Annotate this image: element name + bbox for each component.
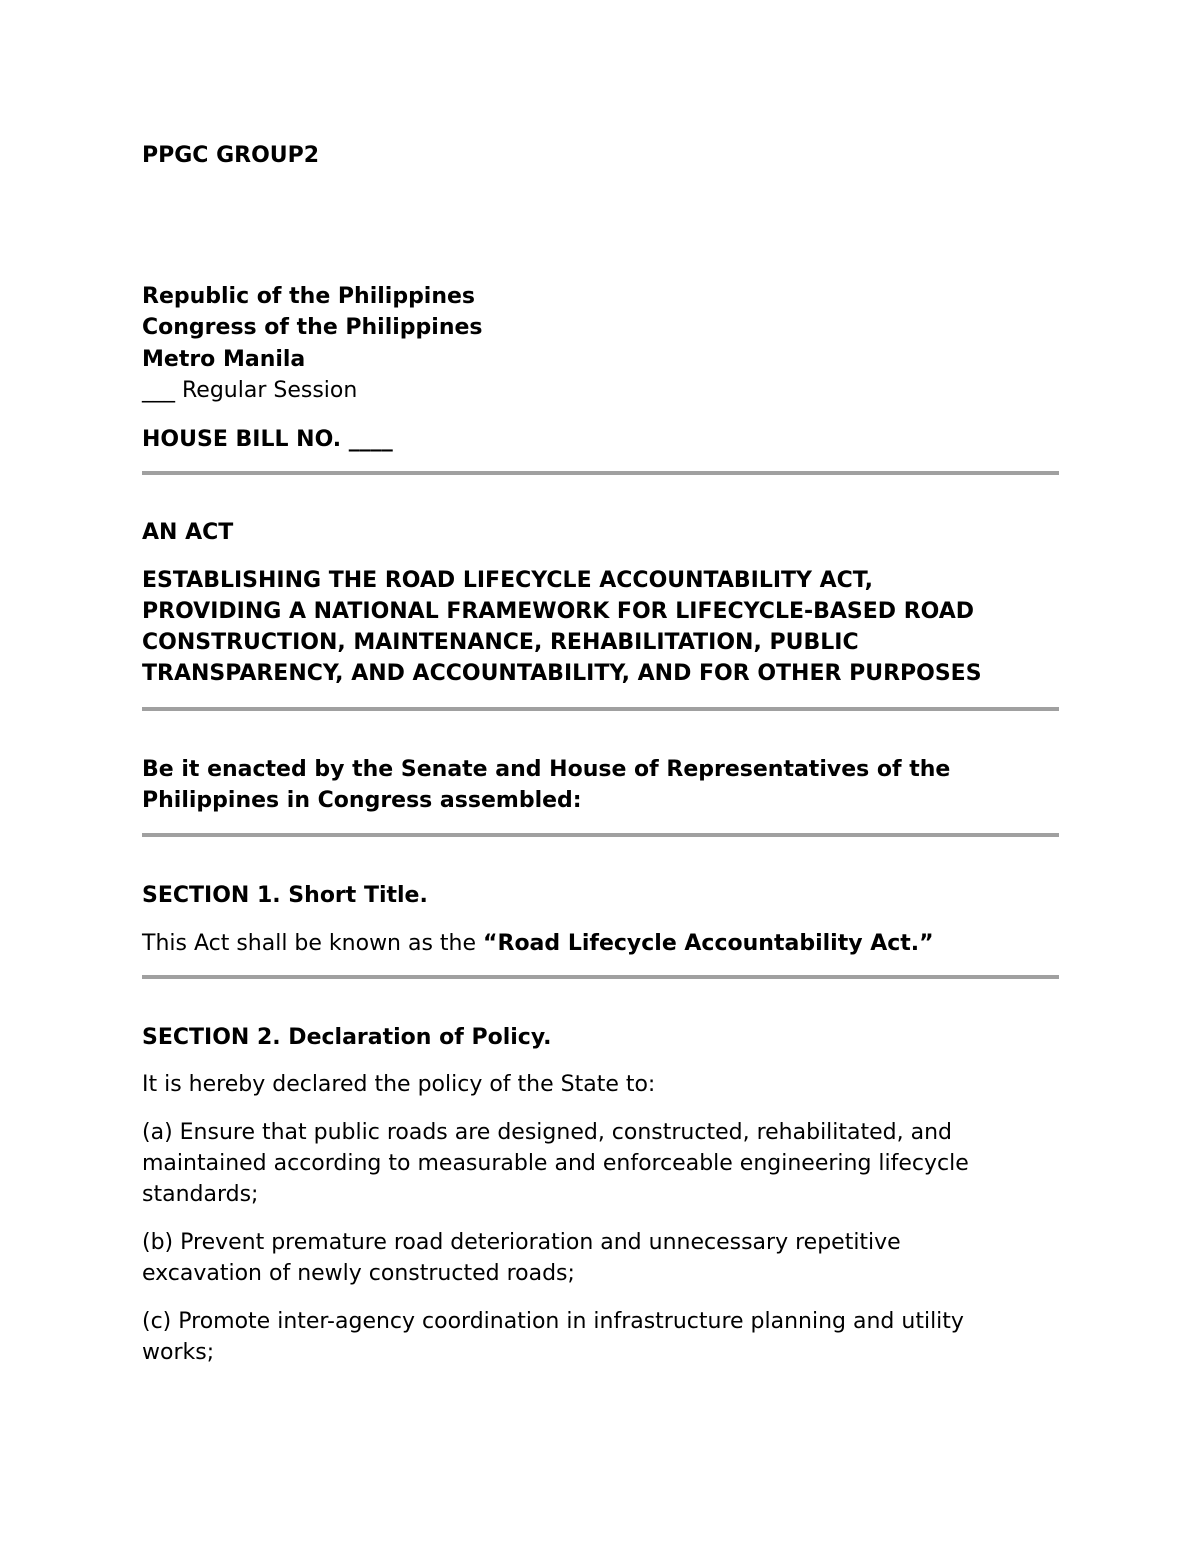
policy-item-line: works; bbox=[142, 1340, 215, 1365]
policy-item-c bbox=[142, 1306, 1060, 1368]
policy-item-b bbox=[142, 1227, 1060, 1289]
divider bbox=[142, 707, 1059, 711]
policy-item-line: (c) Promote inter-agency coordination in infrastructure planning and utility bbox=[142, 1309, 964, 1334]
act-title-line: CONSTRUCTION, MAINTENANCE, REHABILITATION, PUBLIC bbox=[142, 630, 859, 655]
act-title-line: TRANSPARENCY, AND ACCOUNTABILITY, AND FOR OTHER PURPOSES bbox=[142, 661, 982, 686]
act-title-line: PROVIDING A NATIONAL FRAMEWORK FOR LIFECYCLE-BASED ROAD bbox=[142, 599, 975, 624]
section-2-intro: It is hereby declared the policy of the State to: bbox=[142, 1072, 656, 1097]
section-1-text-prefix: This Act shall be known as the bbox=[142, 931, 484, 956]
act-short-title: “Road Lifecycle Accountability Act.” bbox=[483, 931, 934, 956]
act-title bbox=[142, 565, 1060, 689]
group-label: PPGC GROUP2 bbox=[142, 143, 320, 168]
header-location: Metro Manila bbox=[142, 347, 306, 372]
policy-item-line: (b) Prevent premature road deterioration and unnecessary repetitive bbox=[142, 1230, 901, 1255]
enacting-clause-line: Be it enacted by the Senate and House of Representatives of the bbox=[142, 757, 951, 782]
policy-item-line: (a) Ensure that public roads are designed, constructed, rehabilitated, and bbox=[142, 1120, 953, 1145]
policy-item-a bbox=[142, 1117, 1060, 1210]
policy-item-line: maintained according to measurable and enforceable engineering lifecycle bbox=[142, 1151, 969, 1176]
header-session: ___ Regular Session bbox=[142, 378, 358, 403]
policy-item-line: excavation of newly constructed roads; bbox=[142, 1261, 575, 1286]
header-republic: Republic of the Philippines bbox=[142, 284, 476, 309]
policy-item-line: standards; bbox=[142, 1182, 259, 1207]
divider bbox=[142, 833, 1059, 837]
bill-number: HOUSE BILL NO. ____ bbox=[142, 427, 393, 452]
enacting-clause-line: Philippines in Congress assembled: bbox=[142, 788, 582, 813]
section-1-text bbox=[142, 928, 934, 959]
section-1-heading: SECTION 1. Short Title. bbox=[142, 883, 428, 908]
header-congress: Congress of the Philippines bbox=[142, 315, 483, 340]
section-2-heading: SECTION 2. Declaration of Policy. bbox=[142, 1025, 552, 1050]
act-label: AN ACT bbox=[142, 520, 234, 545]
divider bbox=[142, 471, 1059, 475]
enacting-clause bbox=[142, 754, 1060, 816]
act-title-line: ESTABLISHING THE ROAD LIFECYCLE ACCOUNTABILITY ACT, bbox=[142, 568, 874, 593]
divider bbox=[142, 975, 1059, 979]
